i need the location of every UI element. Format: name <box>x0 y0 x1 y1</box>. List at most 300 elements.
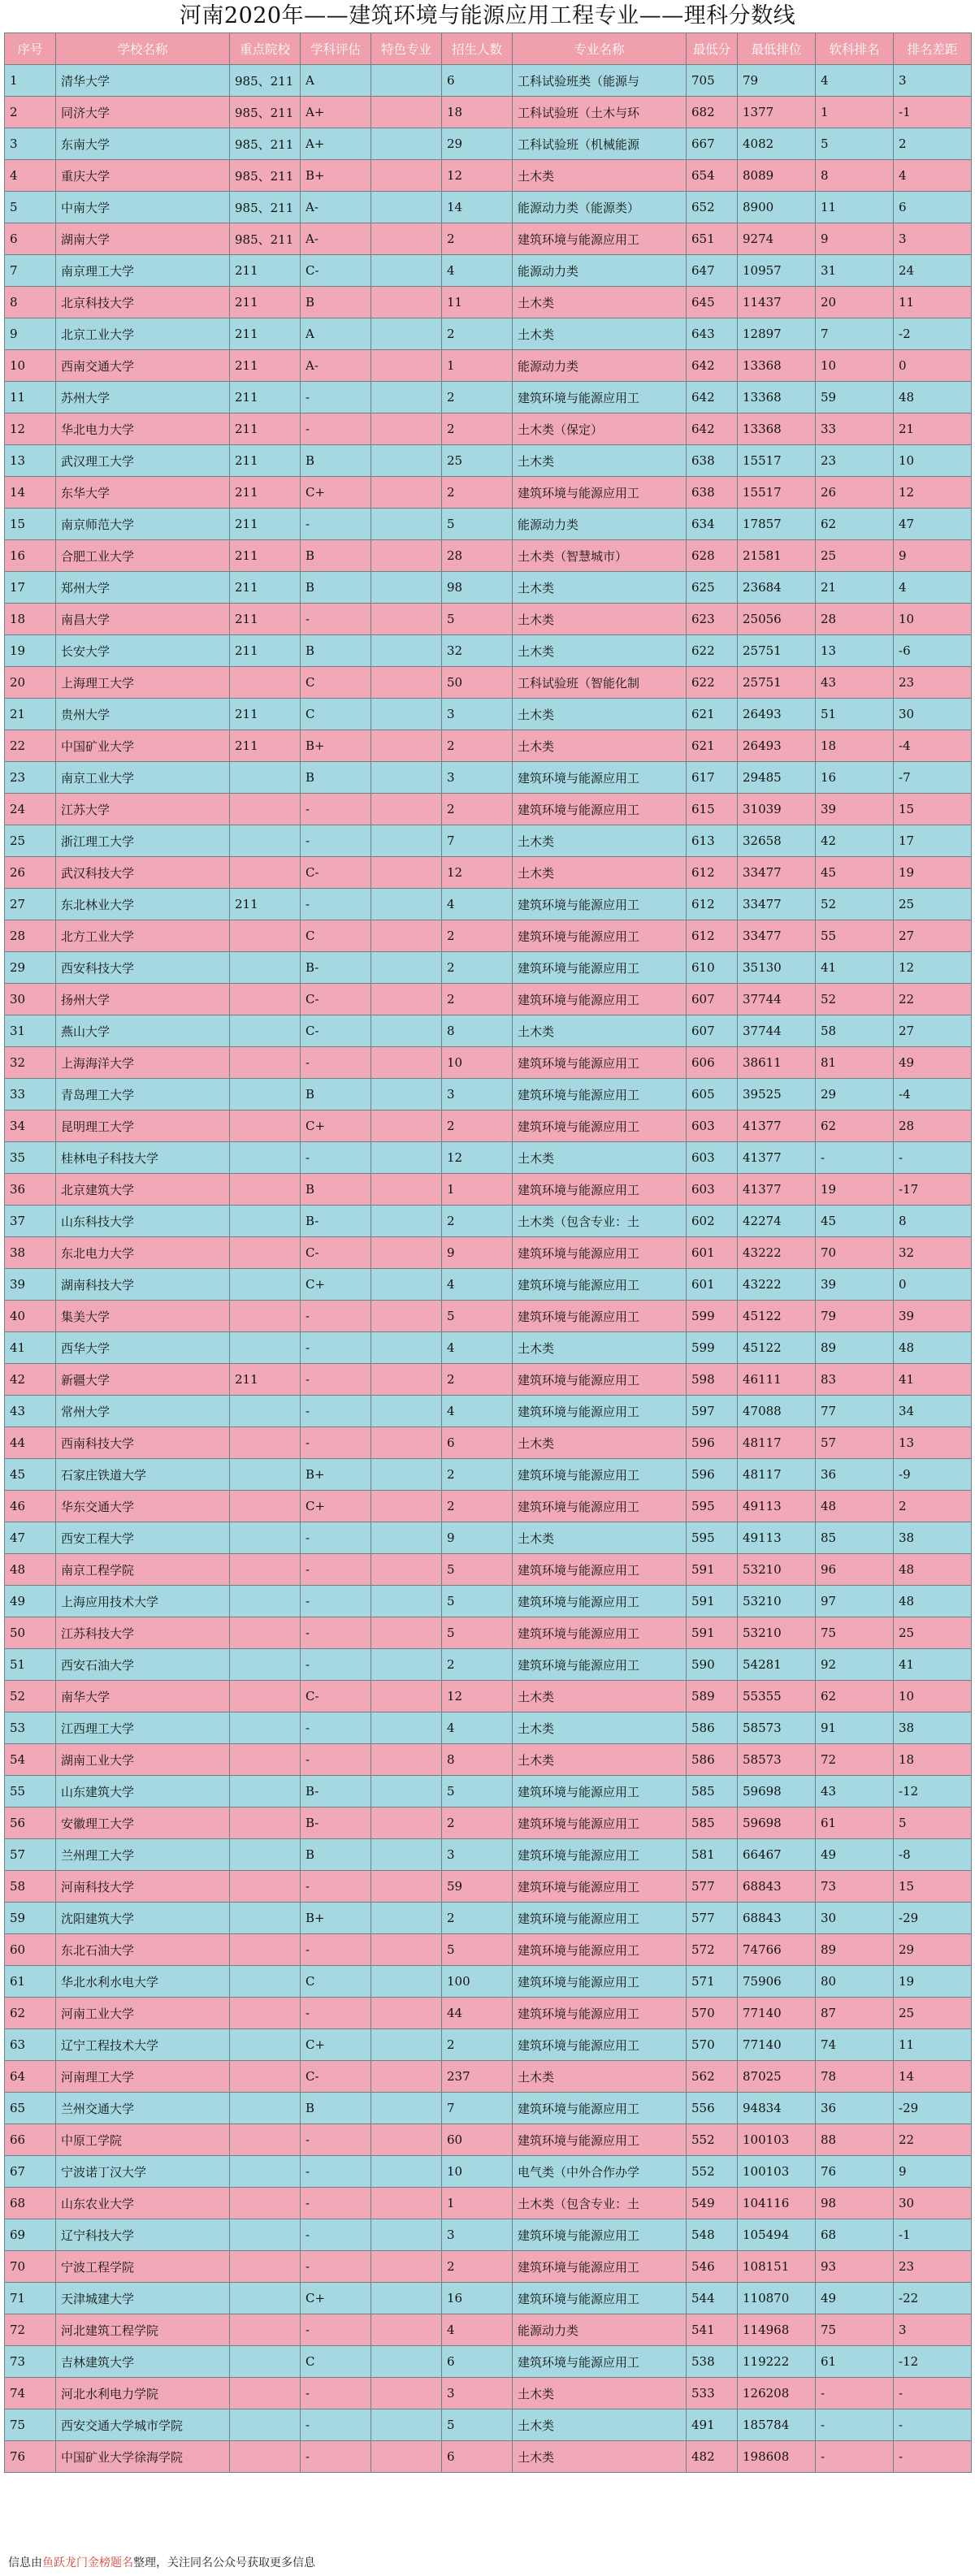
cell-key-school <box>230 2061 301 2093</box>
cell-key-school: 211 <box>230 604 301 635</box>
cell-major-name: 建筑环境与能源应用工 <box>513 762 687 794</box>
cell-featured-major <box>371 1871 442 1903</box>
cell-key-school: 985、211 <box>230 65 301 97</box>
cell-ranking: 33 <box>816 413 894 445</box>
cell-school: 湖南大学 <box>56 223 230 255</box>
cell-min-rank: 13368 <box>738 413 816 445</box>
cell-min-rank: 114968 <box>738 2314 816 2346</box>
cell-enrollment: 32 <box>442 635 513 667</box>
cell-ranking: 1 <box>816 97 894 128</box>
cell-discipline-rating: B <box>301 762 371 794</box>
cell-enrollment: 4 <box>442 1332 513 1364</box>
cell-index: 11 <box>5 382 56 413</box>
cell-ranking: 83 <box>816 1364 894 1396</box>
cell-major-name: 建筑环境与能源应用工 <box>513 1110 687 1142</box>
cell-ranking-gap: 22 <box>894 2124 972 2156</box>
cell-min-rank: 8089 <box>738 160 816 192</box>
cell-ranking: - <box>816 1142 894 1174</box>
cell-min-rank: 74766 <box>738 1934 816 1966</box>
header-discipline-rating: 学科评估 <box>301 33 371 65</box>
cell-ranking: 81 <box>816 1047 894 1079</box>
cell-school: 新疆大学 <box>56 1364 230 1396</box>
cell-min-rank: 33477 <box>738 889 816 920</box>
cell-ranking: 62 <box>816 1110 894 1142</box>
cell-index: 55 <box>5 1776 56 1808</box>
cell-school: 东南大学 <box>56 128 230 160</box>
cell-index: 70 <box>5 2251 56 2283</box>
cell-featured-major <box>371 1427 442 1459</box>
cell-major-name: 建筑环境与能源应用工 <box>513 1396 687 1427</box>
cell-featured-major <box>371 1491 442 1522</box>
cell-ranking: 45 <box>816 857 894 889</box>
cell-featured-major <box>371 1332 442 1364</box>
cell-enrollment: 3 <box>442 1079 513 1110</box>
cell-key-school <box>230 1047 301 1079</box>
cell-enrollment: 5 <box>442 2409 513 2441</box>
cell-index: 53 <box>5 1712 56 1744</box>
cell-school: 苏州大学 <box>56 382 230 413</box>
cell-major-name: 建筑环境与能源应用工 <box>513 1269 687 1301</box>
cell-min-rank: 29485 <box>738 762 816 794</box>
cell-enrollment: 2 <box>442 1206 513 1237</box>
cell-index: 62 <box>5 1998 56 2029</box>
cell-key-school <box>230 1586 301 1617</box>
cell-major-name: 能源动力类 <box>513 509 687 540</box>
cell-index: 76 <box>5 2441 56 2473</box>
cell-min-rank: 100103 <box>738 2124 816 2156</box>
cell-enrollment: 5 <box>442 604 513 635</box>
cell-index: 60 <box>5 1934 56 1966</box>
cell-min-score: 482 <box>687 2441 738 2473</box>
cell-featured-major <box>371 1079 442 1110</box>
cell-discipline-rating: C <box>301 667 371 699</box>
cell-featured-major <box>371 794 442 825</box>
cell-featured-major <box>371 65 442 97</box>
cell-min-score: 667 <box>687 128 738 160</box>
cell-major-name: 建筑环境与能源应用工 <box>513 2346 687 2378</box>
cell-min-score: 607 <box>687 1015 738 1047</box>
cell-ranking-gap: 24 <box>894 255 972 287</box>
cell-enrollment: 2 <box>442 318 513 350</box>
cell-ranking: 75 <box>816 1617 894 1649</box>
cell-key-school: 985、211 <box>230 192 301 223</box>
cell-school: 辽宁工程技术大学 <box>56 2029 230 2061</box>
header-min-score: 最低分 <box>687 33 738 65</box>
cell-enrollment: 6 <box>442 1427 513 1459</box>
cell-min-rank: 15517 <box>738 477 816 509</box>
cell-ranking-gap: 2 <box>894 128 972 160</box>
cell-featured-major <box>371 350 442 382</box>
cell-enrollment: 2 <box>442 382 513 413</box>
table-row <box>5 97 972 128</box>
cell-key-school <box>230 984 301 1015</box>
cell-school: 西南科技大学 <box>56 1427 230 1459</box>
table-body <box>5 65 972 2473</box>
cell-min-rank: 105494 <box>738 2219 816 2251</box>
cell-major-name: 土木类 <box>513 699 687 730</box>
cell-ranking: 61 <box>816 2346 894 2378</box>
cell-featured-major <box>371 509 442 540</box>
cell-key-school <box>230 1237 301 1269</box>
cell-major-name: 建筑环境与能源应用工 <box>513 1491 687 1522</box>
cell-ranking: 73 <box>816 1871 894 1903</box>
cell-featured-major <box>371 2124 442 2156</box>
cell-min-rank: 25751 <box>738 667 816 699</box>
table-row <box>5 1554 972 1586</box>
cell-ranking-gap: -1 <box>894 97 972 128</box>
table-row <box>5 540 972 572</box>
cell-index: 18 <box>5 604 56 635</box>
cell-min-rank: 75906 <box>738 1966 816 1998</box>
cell-enrollment: 9 <box>442 1522 513 1554</box>
cell-ranking: 39 <box>816 794 894 825</box>
cell-major-name: 电气类（中外合作办学 <box>513 2156 687 2188</box>
cell-index: 24 <box>5 794 56 825</box>
cell-min-score: 612 <box>687 920 738 952</box>
cell-min-score: 638 <box>687 477 738 509</box>
cell-min-rank: 68843 <box>738 1871 816 1903</box>
cell-featured-major <box>371 2346 442 2378</box>
cell-enrollment: 237 <box>442 2061 513 2093</box>
cell-ranking: 98 <box>816 2188 894 2219</box>
cell-major-name: 土木类 <box>513 287 687 318</box>
cell-featured-major <box>371 2029 442 2061</box>
cell-featured-major <box>371 2156 442 2188</box>
cell-school: 中国矿业大学 <box>56 730 230 762</box>
cell-school: 华北电力大学 <box>56 413 230 445</box>
cell-school: 江西理工大学 <box>56 1712 230 1744</box>
cell-index: 2 <box>5 97 56 128</box>
cell-index: 10 <box>5 350 56 382</box>
cell-min-score: 621 <box>687 699 738 730</box>
table-row <box>5 509 972 540</box>
table-row <box>5 2346 972 2378</box>
cell-min-rank: 38611 <box>738 1047 816 1079</box>
cell-featured-major <box>371 1681 442 1712</box>
table-row <box>5 1491 972 1522</box>
cell-index: 68 <box>5 2188 56 2219</box>
cell-key-school <box>230 2124 301 2156</box>
cell-key-school: 211 <box>230 255 301 287</box>
cell-school: 中南大学 <box>56 192 230 223</box>
cell-index: 9 <box>5 318 56 350</box>
cell-major-name: 建筑环境与能源应用工 <box>513 794 687 825</box>
cell-discipline-rating: - <box>301 382 371 413</box>
table-row <box>5 1934 972 1966</box>
cell-min-score: 606 <box>687 1047 738 1079</box>
cell-key-school: 211 <box>230 413 301 445</box>
cell-ranking-gap: 27 <box>894 1015 972 1047</box>
cell-min-rank: 59698 <box>738 1776 816 1808</box>
cell-min-rank: 48117 <box>738 1427 816 1459</box>
cell-enrollment: 2 <box>442 1364 513 1396</box>
cell-min-rank: 37744 <box>738 1015 816 1047</box>
cell-enrollment: 7 <box>442 2093 513 2124</box>
cell-key-school <box>230 2283 301 2314</box>
cell-major-name: 建筑环境与能源应用工 <box>513 2093 687 2124</box>
cell-featured-major <box>371 128 442 160</box>
cell-min-rank: 47088 <box>738 1396 816 1427</box>
cell-ranking-gap: -29 <box>894 1903 972 1934</box>
cell-discipline-rating: - <box>301 1649 371 1681</box>
cell-ranking-gap: 4 <box>894 160 972 192</box>
cell-discipline-rating: B <box>301 1839 371 1871</box>
table-row <box>5 889 972 920</box>
cell-enrollment: 1 <box>442 1174 513 1206</box>
cell-ranking-gap: 47 <box>894 509 972 540</box>
cell-ranking-gap: -4 <box>894 730 972 762</box>
cell-featured-major <box>371 1237 442 1269</box>
cell-min-rank: 48117 <box>738 1459 816 1491</box>
cell-featured-major <box>371 1903 442 1934</box>
cell-enrollment: 2 <box>442 1459 513 1491</box>
table-row <box>5 1427 972 1459</box>
cell-index: 33 <box>5 1079 56 1110</box>
cell-school: 南华大学 <box>56 1681 230 1712</box>
cell-enrollment: 12 <box>442 857 513 889</box>
cell-major-name: 建筑环境与能源应用工 <box>513 1649 687 1681</box>
cell-ranking-gap: -1 <box>894 2219 972 2251</box>
cell-school: 郑州大学 <box>56 572 230 604</box>
cell-major-name: 土木类 <box>513 2409 687 2441</box>
cell-school: 上海海洋大学 <box>56 1047 230 1079</box>
cell-index: 3 <box>5 128 56 160</box>
cell-ranking: 96 <box>816 1554 894 1586</box>
cell-min-score: 603 <box>687 1142 738 1174</box>
cell-ranking: 19 <box>816 1174 894 1206</box>
cell-ranking: 31 <box>816 255 894 287</box>
cell-ranking-gap: -7 <box>894 762 972 794</box>
cell-ranking-gap: 3 <box>894 2314 972 2346</box>
cell-ranking-gap: 23 <box>894 2251 972 2283</box>
cell-index: 63 <box>5 2029 56 2061</box>
cell-min-rank: 13368 <box>738 350 816 382</box>
cell-index: 51 <box>5 1649 56 1681</box>
cell-min-score: 491 <box>687 2409 738 2441</box>
cell-ranking-gap: - <box>894 2441 972 2473</box>
cell-ranking-gap: -22 <box>894 2283 972 2314</box>
cell-index: 39 <box>5 1269 56 1301</box>
cell-featured-major <box>371 1364 442 1396</box>
cell-discipline-rating: B+ <box>301 730 371 762</box>
cell-min-rank: 110870 <box>738 2283 816 2314</box>
table-row <box>5 1237 972 1269</box>
cell-featured-major <box>371 1934 442 1966</box>
cell-school: 吉林建筑大学 <box>56 2346 230 2378</box>
cell-featured-major <box>371 2283 442 2314</box>
cell-major-name: 土木类 <box>513 160 687 192</box>
cell-min-rank: 77140 <box>738 1998 816 2029</box>
table-row <box>5 1903 972 1934</box>
cell-discipline-rating: C+ <box>301 1491 371 1522</box>
cell-index: 54 <box>5 1744 56 1776</box>
cell-featured-major <box>371 413 442 445</box>
cell-min-rank: 119222 <box>738 2346 816 2378</box>
cell-ranking-gap: 9 <box>894 2156 972 2188</box>
cell-key-school: 211 <box>230 445 301 477</box>
cell-featured-major <box>371 1839 442 1871</box>
cell-school: 清华大学 <box>56 65 230 97</box>
cell-enrollment: 5 <box>442 509 513 540</box>
cell-major-name: 土木类（智慧城市） <box>513 540 687 572</box>
cell-ranking: 77 <box>816 1396 894 1427</box>
cell-discipline-rating: B <box>301 2093 371 2124</box>
cell-min-score: 610 <box>687 952 738 984</box>
cell-min-score: 705 <box>687 65 738 97</box>
cell-min-score: 586 <box>687 1744 738 1776</box>
cell-key-school: 211 <box>230 635 301 667</box>
cell-ranking: - <box>816 2441 894 2473</box>
cell-key-school <box>230 2093 301 2124</box>
cell-key-school: 211 <box>230 350 301 382</box>
footer-prefix: 信息由 <box>8 2557 42 2570</box>
cell-ranking: 68 <box>816 2219 894 2251</box>
cell-index: 59 <box>5 1903 56 1934</box>
cell-ranking-gap: 38 <box>894 1712 972 1744</box>
cell-index: 21 <box>5 699 56 730</box>
cell-featured-major <box>371 1110 442 1142</box>
cell-featured-major <box>371 1966 442 1998</box>
cell-min-score: 589 <box>687 1681 738 1712</box>
cell-enrollment: 18 <box>442 97 513 128</box>
cell-index: 50 <box>5 1617 56 1649</box>
cell-key-school <box>230 2441 301 2473</box>
cell-featured-major <box>371 2251 442 2283</box>
cell-school: 江苏科技大学 <box>56 1617 230 1649</box>
cell-featured-major <box>371 445 442 477</box>
cell-ranking-gap: 6 <box>894 192 972 223</box>
cell-ranking-gap: - <box>894 2378 972 2409</box>
table-row <box>5 1396 972 1427</box>
cell-enrollment: 3 <box>442 1839 513 1871</box>
cell-index: 35 <box>5 1142 56 1174</box>
cell-min-rank: 53210 <box>738 1586 816 1617</box>
cell-ranking: 13 <box>816 635 894 667</box>
table-row <box>5 160 972 192</box>
cell-ranking-gap: -4 <box>894 1079 972 1110</box>
cell-min-rank: 8900 <box>738 192 816 223</box>
cell-enrollment: 5 <box>442 1776 513 1808</box>
cell-index: 71 <box>5 2283 56 2314</box>
cell-index: 31 <box>5 1015 56 1047</box>
cell-key-school <box>230 1079 301 1110</box>
cell-school: 武汉科技大学 <box>56 857 230 889</box>
cell-ranking-gap: 48 <box>894 382 972 413</box>
cell-featured-major <box>371 667 442 699</box>
cell-ranking: 25 <box>816 540 894 572</box>
cell-discipline-rating: - <box>301 2124 371 2156</box>
cell-featured-major <box>371 1047 442 1079</box>
cell-index: 46 <box>5 1491 56 1522</box>
cell-discipline-rating: - <box>301 2156 371 2188</box>
cell-major-name: 建筑环境与能源应用工 <box>513 1776 687 1808</box>
cell-school: 合肥工业大学 <box>56 540 230 572</box>
cell-min-score: 546 <box>687 2251 738 2283</box>
cell-ranking: 48 <box>816 1491 894 1522</box>
cell-enrollment: 2 <box>442 1649 513 1681</box>
cell-ranking-gap: 41 <box>894 1649 972 1681</box>
cell-ranking: 11 <box>816 192 894 223</box>
cell-enrollment: 11 <box>442 287 513 318</box>
cell-enrollment: 3 <box>442 2378 513 2409</box>
cell-discipline-rating: - <box>301 1712 371 1744</box>
cell-featured-major <box>371 1142 442 1174</box>
cell-key-school <box>230 1998 301 2029</box>
cell-school: 西安科技大学 <box>56 952 230 984</box>
cell-featured-major <box>371 2219 442 2251</box>
cell-ranking: 70 <box>816 1237 894 1269</box>
cell-key-school <box>230 825 301 857</box>
cell-min-score: 621 <box>687 730 738 762</box>
cell-major-name: 土木类（包含专业：土 <box>513 1206 687 1237</box>
cell-discipline-rating: B <box>301 287 371 318</box>
table-row <box>5 1776 972 1808</box>
cell-min-score: 612 <box>687 857 738 889</box>
cell-min-score: 585 <box>687 1776 738 1808</box>
cell-featured-major <box>371 97 442 128</box>
cell-min-score: 591 <box>687 1617 738 1649</box>
cell-index: 4 <box>5 160 56 192</box>
cell-key-school <box>230 1903 301 1934</box>
cell-featured-major <box>371 1776 442 1808</box>
cell-discipline-rating: B- <box>301 1808 371 1839</box>
table-row <box>5 128 972 160</box>
cell-discipline-rating: C- <box>301 1237 371 1269</box>
cell-featured-major <box>371 857 442 889</box>
cell-discipline-rating: B <box>301 572 371 604</box>
table-row <box>5 1110 972 1142</box>
cell-discipline-rating: A <box>301 65 371 97</box>
cell-ranking: 5 <box>816 128 894 160</box>
table-row <box>5 2441 972 2473</box>
cell-min-score: 682 <box>687 97 738 128</box>
cell-discipline-rating: - <box>301 509 371 540</box>
cell-key-school <box>230 1427 301 1459</box>
cell-min-score: 570 <box>687 1998 738 2029</box>
cell-ranking-gap: 2 <box>894 1491 972 1522</box>
table-row <box>5 2251 972 2283</box>
cell-enrollment: 4 <box>442 889 513 920</box>
cell-min-score: 643 <box>687 318 738 350</box>
table-row <box>5 1744 972 1776</box>
cell-ranking-gap: 0 <box>894 1269 972 1301</box>
cell-featured-major <box>371 255 442 287</box>
cell-enrollment: 4 <box>442 1269 513 1301</box>
cell-ranking: 43 <box>816 1776 894 1808</box>
header-school: 学校名称 <box>56 33 230 65</box>
cell-ranking-gap: 8 <box>894 1206 972 1237</box>
cell-discipline-rating: C+ <box>301 2029 371 2061</box>
cell-min-rank: 53210 <box>738 1554 816 1586</box>
cell-discipline-rating: - <box>301 1396 371 1427</box>
cell-major-name: 土木类 <box>513 1427 687 1459</box>
cell-ranking-gap: 14 <box>894 2061 972 2093</box>
cell-key-school <box>230 1808 301 1839</box>
cell-ranking-gap: 15 <box>894 794 972 825</box>
cell-school: 浙江理工大学 <box>56 825 230 857</box>
cell-enrollment: 4 <box>442 255 513 287</box>
cell-enrollment: 28 <box>442 540 513 572</box>
cell-major-name: 土木类 <box>513 2061 687 2093</box>
cell-major-name: 建筑环境与能源应用工 <box>513 1079 687 1110</box>
page-title: 河南2020年——建筑环境与能源应用工程专业——理科分数线 <box>179 3 796 28</box>
cell-school: 南京理工大学 <box>56 255 230 287</box>
cell-ranking: 62 <box>816 509 894 540</box>
cell-min-score: 572 <box>687 1934 738 1966</box>
cell-major-name: 土木类 <box>513 2378 687 2409</box>
cell-index: 25 <box>5 825 56 857</box>
cell-discipline-rating: B- <box>301 1776 371 1808</box>
